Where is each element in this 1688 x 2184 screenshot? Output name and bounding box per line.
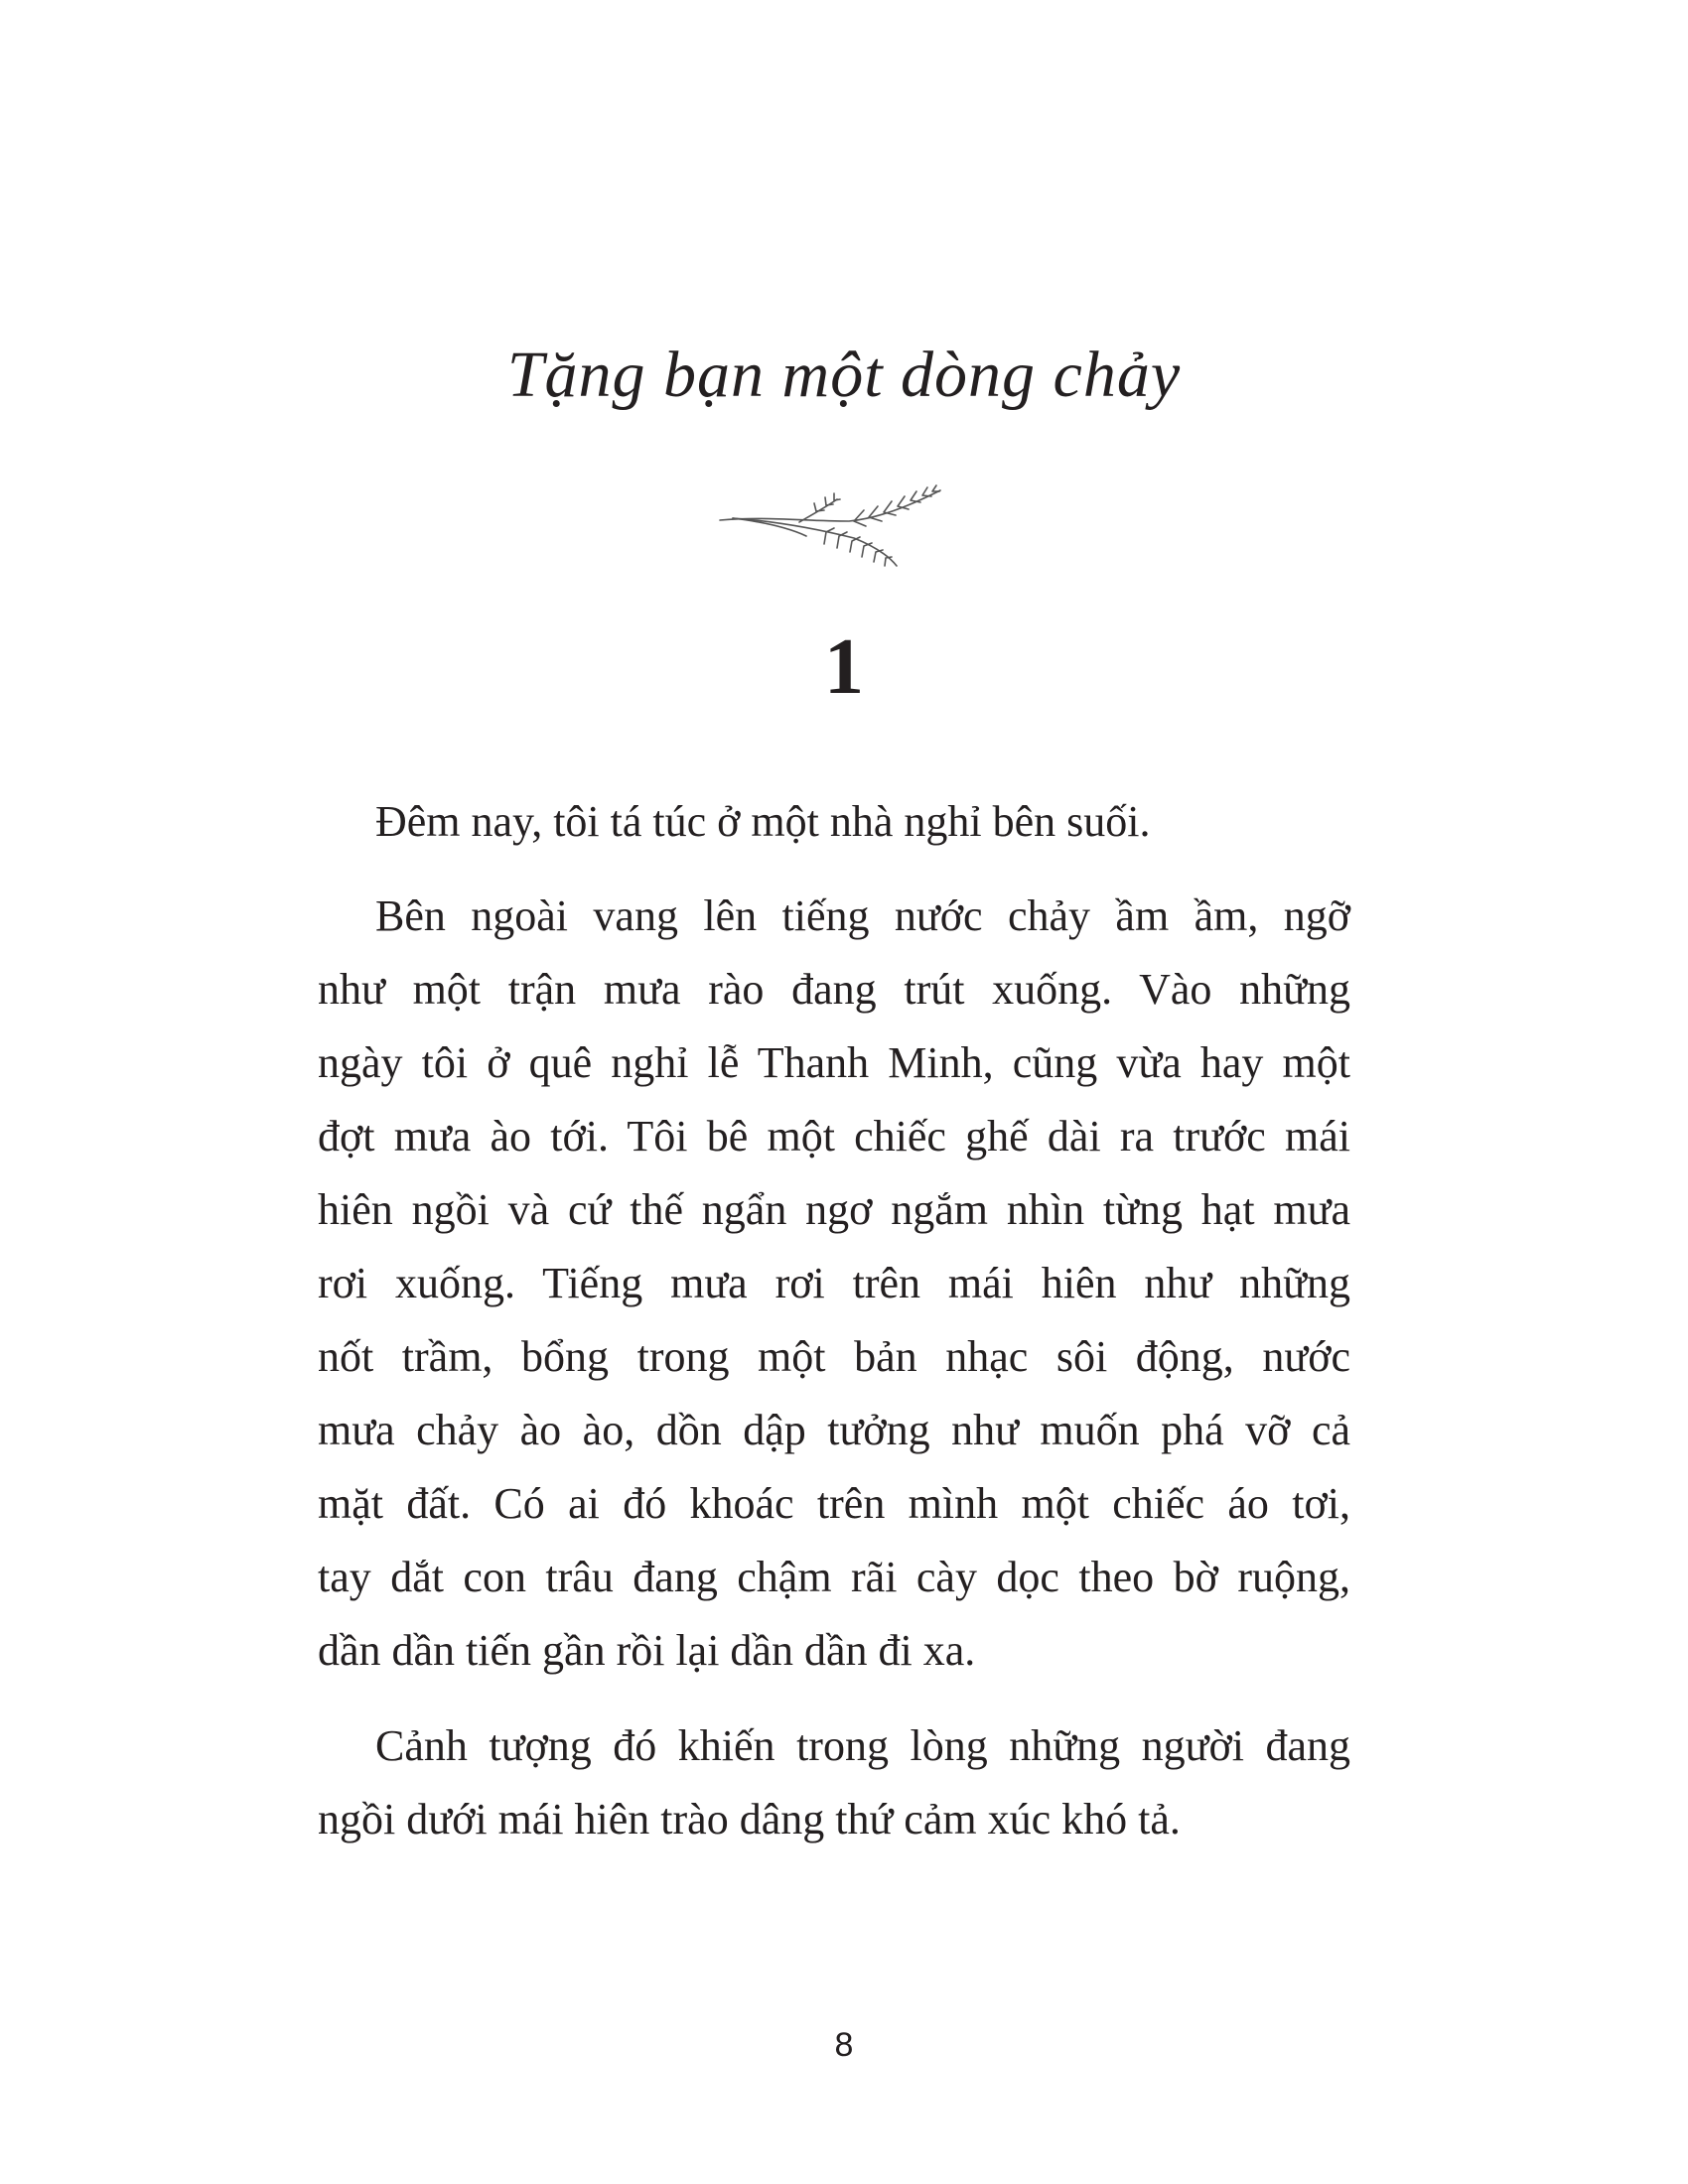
text-line: Đêm nay, tôi tá túc ở một nhà nghỉ bên suối. xyxy=(375,797,1151,846)
text-line: hiên ngồi và cứ thế ngẩn ngơ ngắm nhìn từng hạt mưa xyxy=(318,1185,1350,1234)
text-line: mặt đất. Có ai đó khoác trên mình một chiếc áo tơi, xyxy=(318,1479,1350,1528)
text-line: Bên ngoài vang lên tiếng nước chảy ầm ầm, ngỡ xyxy=(375,891,1350,940)
page-number: 8 xyxy=(834,2026,854,2064)
text-line: tay dắt con trâu đang chậm rãi cày dọc theo bờ ruộng, xyxy=(318,1553,1350,1601)
text-line: như một trận mưa rào đang trút xuống. Vào những xyxy=(318,965,1350,1014)
paragraph-2 xyxy=(318,880,1350,1688)
text-line: ngày tôi ở quê nghỉ lễ Thanh Minh, cũng vừa hay một xyxy=(318,1038,1350,1087)
chapter-number: 1 xyxy=(824,623,864,711)
text-line: nốt trầm, bổng trong một bản nhạc sôi động, nước xyxy=(318,1332,1350,1381)
text-line: Cảnh tượng đó khiến trong lòng những người đang xyxy=(375,1721,1350,1770)
text-line: mưa chảy ào ào, dồn dập tưởng như muốn phá vỡ cả xyxy=(318,1406,1350,1454)
text-line: rơi xuống. Tiếng mưa rơi trên mái hiên như những xyxy=(318,1259,1350,1307)
chapter-title: Tặng bạn một dòng chảy xyxy=(506,339,1182,411)
text-line: dần dần tiến gần rồi lại dần dần đi xa. xyxy=(318,1626,976,1675)
text-line: ngồi dưới mái hiên trào dâng thứ cảm xúc khó tả. xyxy=(318,1795,1181,1843)
paragraph-1 xyxy=(318,785,1350,859)
paragraph-3 xyxy=(318,1709,1350,1856)
leaf-sprig-icon xyxy=(695,467,953,576)
text-line: đợt mưa ào tới. Tôi bê một chiếc ghế dài ra trước mái xyxy=(318,1112,1350,1160)
